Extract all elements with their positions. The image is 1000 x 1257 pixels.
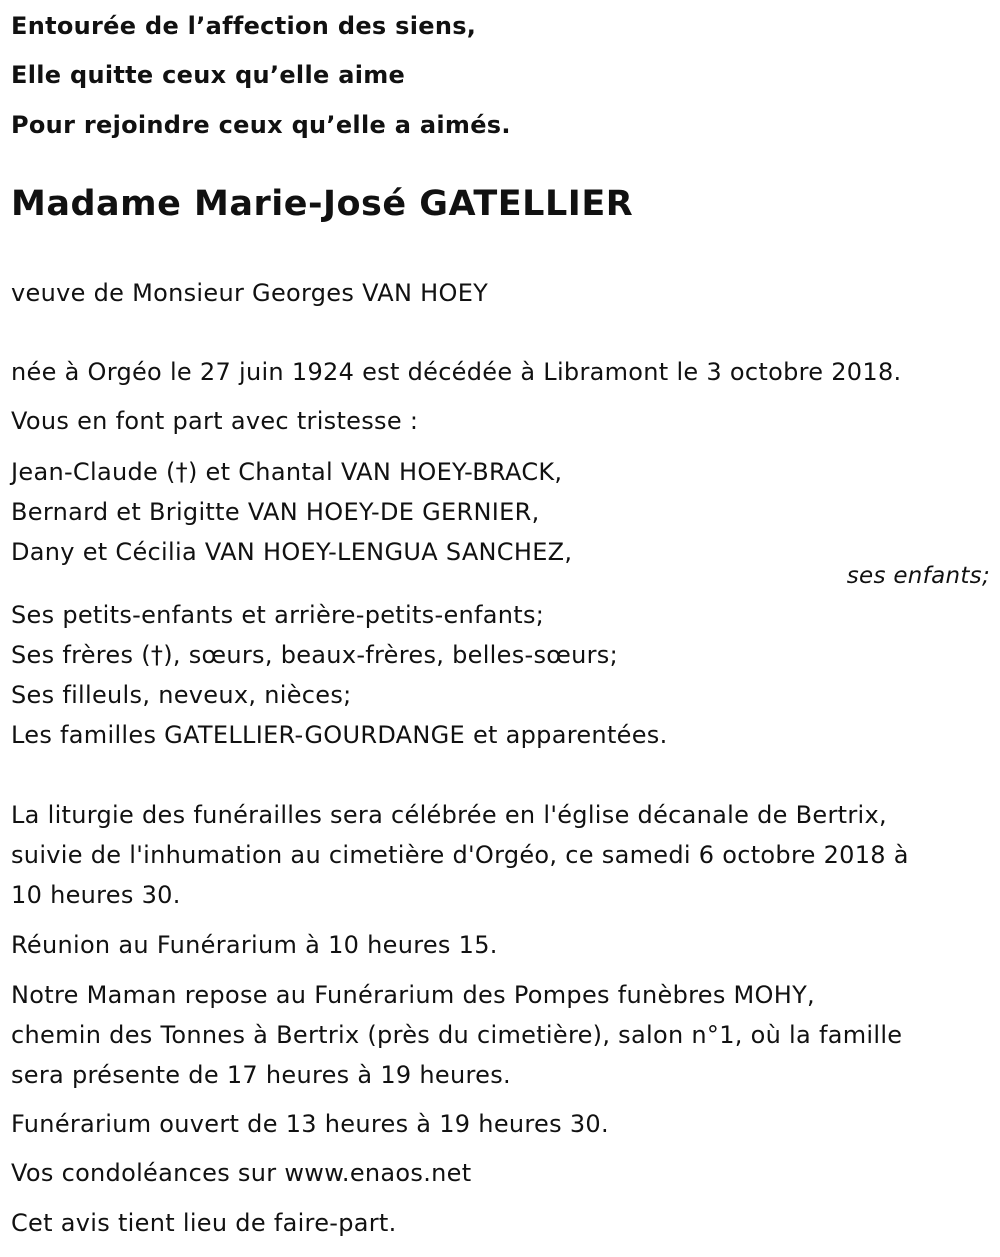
closing: Cet avis tient lieu de faire-part. bbox=[11, 1209, 397, 1237]
children-label: ses enfants; bbox=[846, 563, 990, 589]
family-line-3: Ses filleuls, neveux, nièces; bbox=[11, 681, 352, 709]
verse-line-1: Entourée de l’affection des siens, bbox=[11, 12, 477, 40]
reunion: Réunion au Funérarium à 10 heures 15. bbox=[11, 931, 498, 959]
intro: Vous en font part avec tristesse : bbox=[11, 407, 419, 435]
birth-death: née à Orgéo le 27 juin 1924 est décédée à Libramont le 3 octobre 2018. bbox=[11, 358, 902, 386]
condolences: Vos condoléances sur www.enaos.net bbox=[11, 1159, 472, 1187]
deceased-name: Madame Marie-José GATELLIER bbox=[11, 184, 634, 224]
opening-hours: Funérarium ouvert de 13 heures à 19 heures 30. bbox=[11, 1110, 609, 1138]
repose-line-1: Notre Maman repose au Funérarium des Pompes funèbres MOHY, bbox=[11, 981, 815, 1009]
child-line-2: Bernard et Brigitte VAN HOEY-DE GERNIER, bbox=[11, 498, 540, 526]
repose-line-2: chemin des Tonnes à Bertrix (près du cimetière), salon n°1, où la famille bbox=[11, 1021, 903, 1049]
family-line-4: Les familles GATELLIER-GOURDANGE et apparentées. bbox=[11, 721, 668, 749]
child-line-1: Jean-Claude (†) et Chantal VAN HOEY-BRACK, bbox=[11, 458, 563, 486]
verse-line-3: Pour rejoindre ceux qu’elle a aimés. bbox=[11, 111, 511, 139]
widow-of: veuve de Monsieur Georges VAN HOEY bbox=[11, 279, 489, 307]
family-line-1: Ses petits-enfants et arrière-petits-enfants; bbox=[11, 601, 545, 629]
liturgy-line-3: 10 heures 30. bbox=[11, 881, 181, 909]
repose-line-3: sera présente de 17 heures à 19 heures. bbox=[11, 1061, 511, 1089]
liturgy-line-2: suivie de l'inhumation au cimetière d'Orgéo, ce samedi 6 octobre 2018 à bbox=[11, 841, 909, 869]
child-line-3: Dany et Cécilia VAN HOEY-LENGUA SANCHEZ, bbox=[11, 538, 573, 566]
liturgy-line-1: La liturgie des funérailles sera célébrée en l'église décanale de Bertrix, bbox=[11, 801, 887, 829]
family-line-2: Ses frères (†), sœurs, beaux-frères, belles-sœurs; bbox=[11, 641, 618, 669]
verse-line-2: Elle quitte ceux qu’elle aime bbox=[11, 61, 406, 89]
